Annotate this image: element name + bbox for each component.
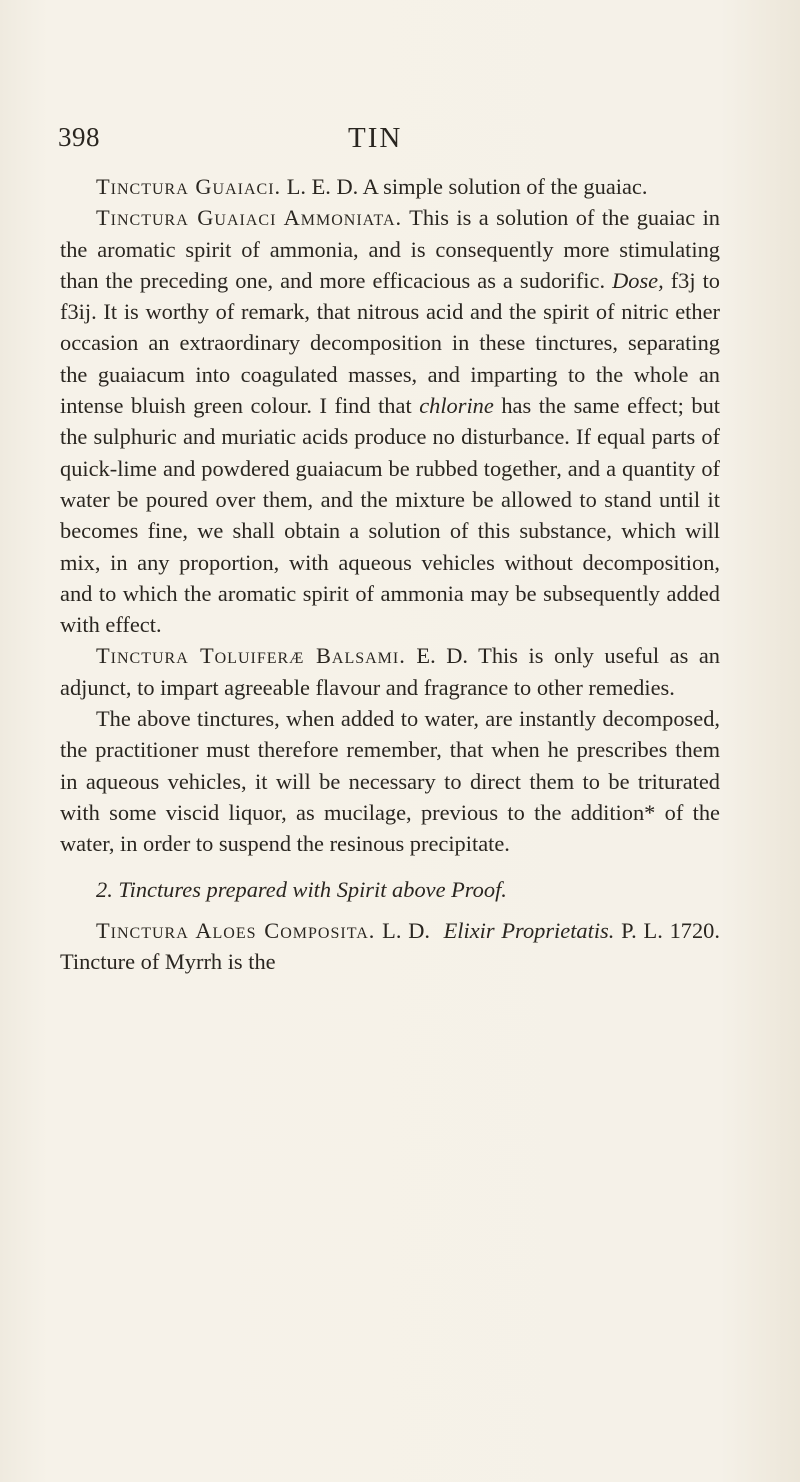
entry-tinctura-aloes-composita [60,915,720,978]
page-header [58,122,718,162]
entry-tinctura-toluiferae-balsami [60,640,720,703]
elixir-name: Elixir Proprietatis. [443,917,615,943]
running-head: TIN [348,122,403,154]
entry-name: Tinctura Toluiferæ Balsami. [96,643,406,669]
entry-text: This is only useful as an adjunct, to impart agreeable flavour and fragrance to other remedies. [60,643,720,700]
entry-tinctura-guaiaci-ammoniata [60,202,720,640]
entry-text: This is a solution of the guaiac in the aromatic spirit of ammonia, and is consequently more stimulating than the preceding one, and more efficacious as a sudorific. [60,205,720,293]
entry-name: Tinctura Guaiaci. [96,174,282,199]
entry-text: f3j to f3ij. It is worthy of remark, that nitrous acid and the spirit of nitric ether occasion an extraordinary decomposition in these tinctures, separating the guaiacum into coagulated masses, and imparting to the whole an intense bluish green colour. I find that [60,267,721,419]
body-text [60,171,720,977]
pharmacopoeia-ref: E. D. [405,643,468,669]
entry-name: Tinctura Guaiaci Ammoniata. [96,205,403,231]
entry-text: has the same effect; but the sulphuric and muriatic acids produce no disturbance. If equal parts of quick-lime and powdered guaiacum be rubbed together, and a quantity of water be poured over them, and the mixture be allowed to stand until it becomes fine, we shall obtain a solution of this substance, which will mix, in any proportion, with aqueous vehicles without decomposition, and to which the aromatic spirit of ammonia may be subsequently added with effect. [60,393,720,638]
entry-name: Tinctura Aloes Composita. [96,917,376,943]
pharmacopoeia-ref: L. E. D. [281,174,359,199]
page-number: 398 [58,122,100,152]
dose-label: Dose, [612,267,664,293]
chlorine-term: chlorine [419,393,494,419]
entry-text: P. L. 1720. Tincture of Myrrh is the [60,917,720,975]
entry-text: A simple solution of the guaiac. [358,174,648,199]
section-subheading: 2. Tinctures prepared with Spirit above Proof. [96,876,507,902]
note-paragraph: The above tinctures, when added to water, are instantly decomposed, the practitioner must therefore remember, that when he prescribes them in aqueous vehicles, it will be necessary to direct them to be triturated with some viscid liquor, as mucilage, previous to the addition* of the water, in order to suspend the resinous precipitate. [60,706,720,857]
entry-tinctura-guaiaci [60,171,720,202]
pharmacopoeia-ref: L. D. [375,917,430,943]
